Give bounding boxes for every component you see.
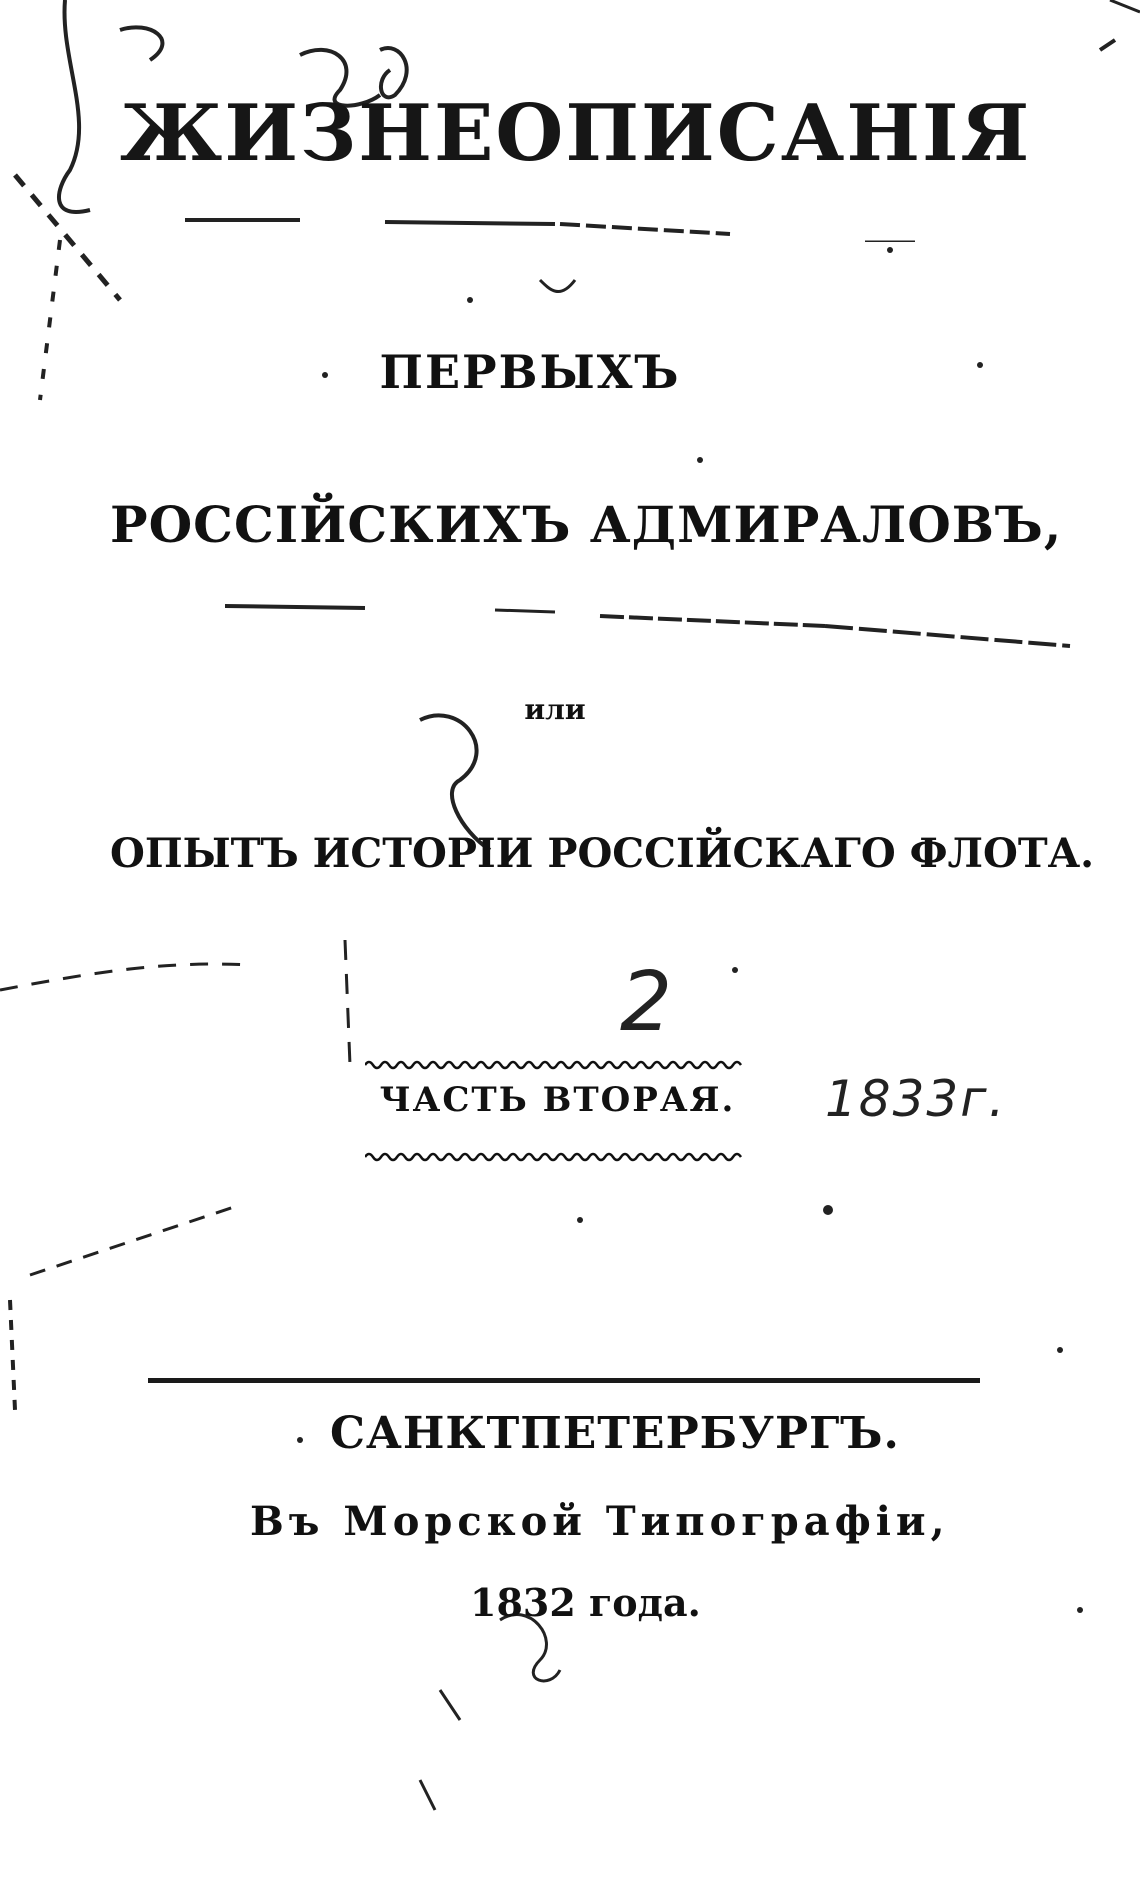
subtitle-history-of-fleet: ОПЫТЪ ИСТОРІИ РОССІЙСКАГО ФЛОТА. — [110, 830, 1095, 877]
title-line-russian-admirals: РОССІЙСКИХЪ АДМИРАЛОВЪ, — [110, 495, 1063, 554]
imprint-city: САНКТПЕТЕРБУРГЪ. — [330, 1408, 900, 1459]
handwritten-year-note: 1833г. — [825, 1070, 1007, 1128]
part-label: ЧАСТЬ ВТОРАЯ. — [379, 1080, 736, 1120]
part-bottom-ornament — [365, 1150, 745, 1164]
title-line-or: или — [524, 693, 586, 726]
title-underline — [185, 212, 1045, 242]
title-line-first: ПЕРВЫХЪ — [379, 345, 681, 399]
handwritten-part-number: 2 — [620, 955, 673, 1050]
imprint-press: Въ Морской Типографіи, — [250, 1498, 950, 1545]
part-top-ornament — [365, 1058, 745, 1072]
section-underline — [225, 598, 1075, 650]
imprint-rule — [148, 1378, 980, 1383]
book-title: ЖИЗНЕОПИСАНІЯ — [120, 88, 1032, 179]
imprint-year: 1832 года. — [470, 1580, 701, 1625]
